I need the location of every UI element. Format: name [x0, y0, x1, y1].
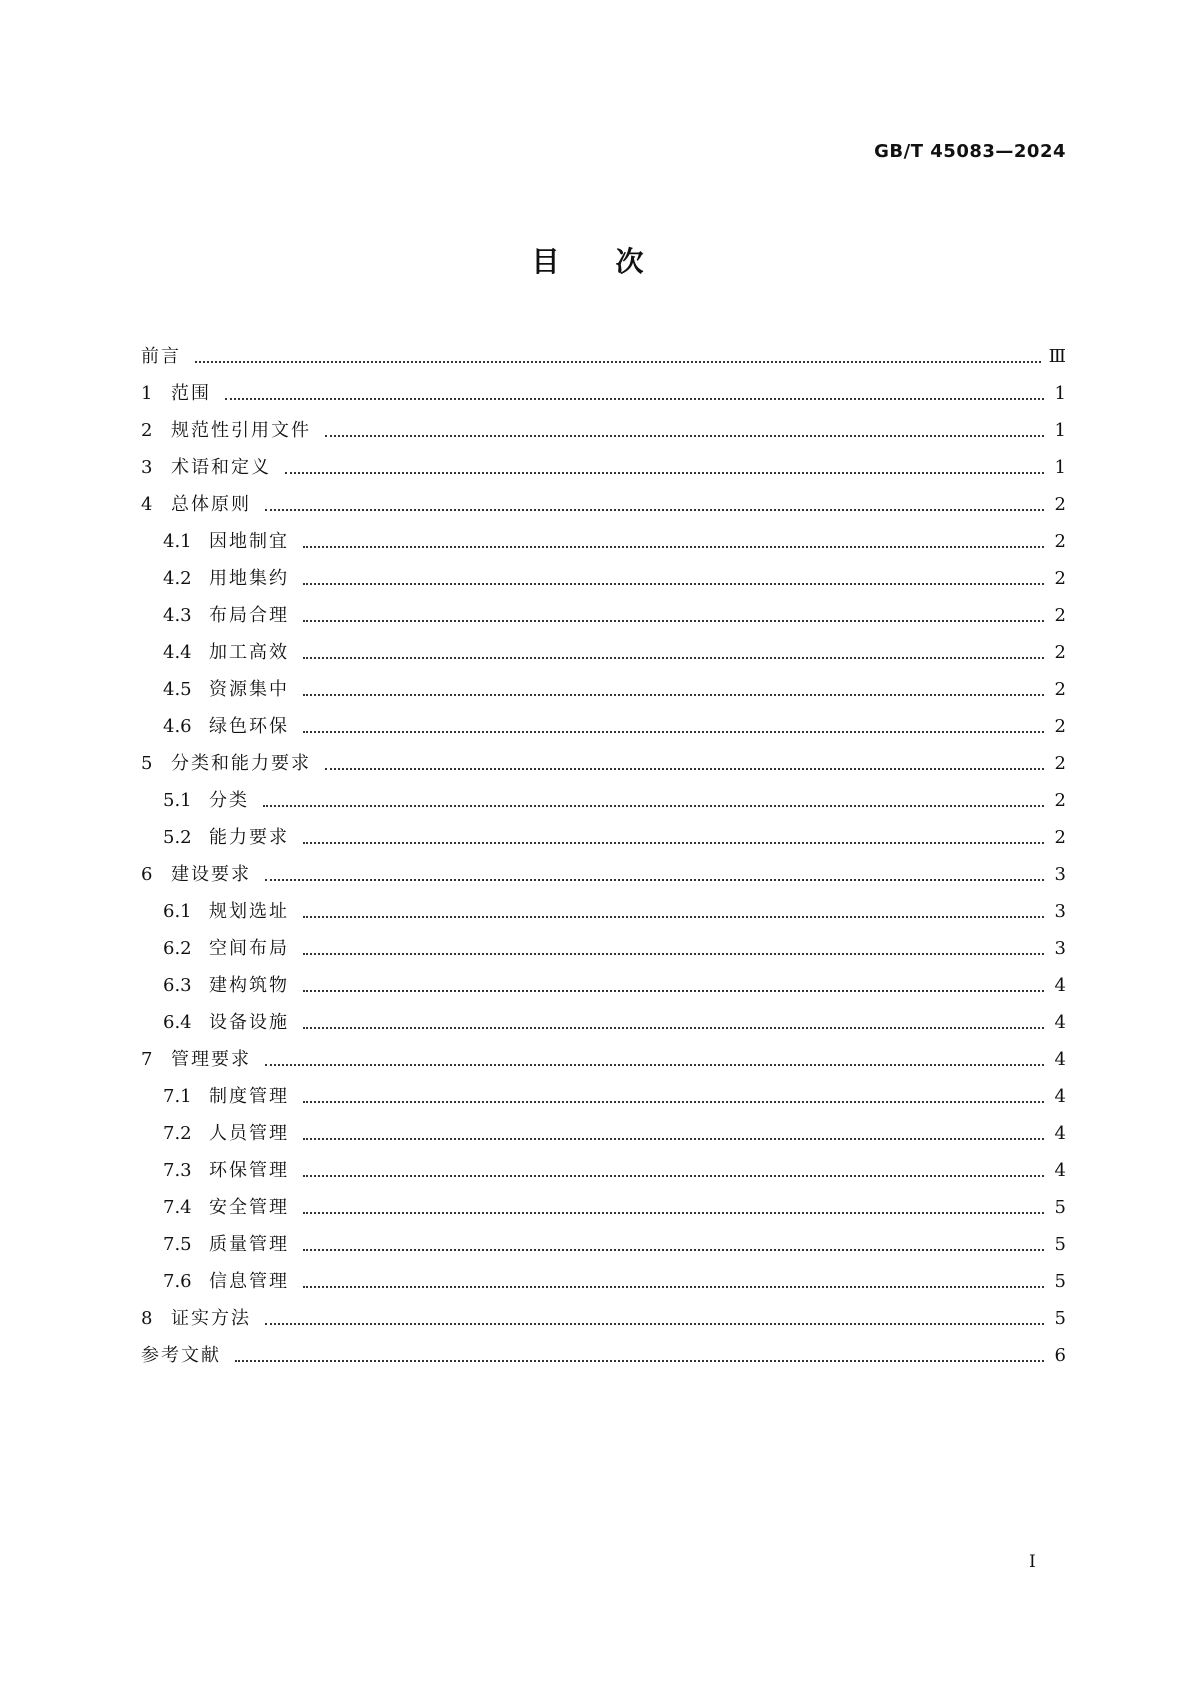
toc-entry-page: 4	[1054, 1160, 1066, 1181]
toc-entry[interactable]	[141, 634, 1066, 671]
toc-dot-leader	[265, 1054, 1044, 1066]
toc-entry[interactable]	[141, 1041, 1066, 1078]
toc-entry-title: 安全管理	[209, 1197, 289, 1218]
toc-entry[interactable]	[141, 412, 1066, 449]
toc-dot-leader	[303, 1128, 1044, 1140]
table-of-contents	[141, 338, 1066, 1374]
toc-dot-leader	[195, 351, 1041, 363]
toc-entry[interactable]	[141, 782, 1066, 819]
toc-entry-page: 5	[1054, 1234, 1066, 1255]
toc-entry-number: 4.1	[163, 531, 192, 552]
toc-entry-page: 1	[1054, 457, 1066, 478]
toc-entry-title: 总体原则	[171, 494, 251, 515]
toc-entry-page: 1	[1054, 383, 1066, 404]
toc-dot-leader	[303, 573, 1044, 585]
toc-entry-number: 7.4	[163, 1197, 192, 1218]
toc-entry[interactable]	[141, 1078, 1066, 1115]
toc-entry-number: 1	[141, 383, 153, 404]
toc-entry-page: 3	[1054, 938, 1066, 959]
toc-entry-number: 6.4	[163, 1012, 192, 1033]
standard-number: GB/T 45083—2024	[874, 141, 1066, 162]
toc-entry-page: 2	[1054, 494, 1066, 515]
toc-entry-number: 5.1	[163, 790, 192, 811]
toc-entry-page: 3	[1054, 864, 1066, 885]
toc-entry-number: 5.2	[163, 827, 192, 848]
toc-entry-page: 3	[1054, 901, 1066, 922]
toc-entry-title: 能力要求	[209, 827, 289, 848]
toc-entry-page: 2	[1054, 679, 1066, 700]
toc-entry-title: 分类	[209, 790, 249, 811]
toc-entry-number: 7	[141, 1049, 153, 1070]
page-number: I	[1029, 1552, 1036, 1572]
toc-entry-title: 质量管理	[209, 1234, 289, 1255]
toc-dot-leader	[303, 647, 1044, 659]
toc-entry-number: 7.2	[163, 1123, 192, 1144]
toc-dot-leader	[303, 1276, 1044, 1288]
toc-dot-leader	[303, 721, 1044, 733]
toc-entry-title: 绿色环保	[209, 716, 289, 737]
toc-entry-page: 1	[1054, 420, 1066, 441]
toc-entry[interactable]	[141, 745, 1066, 782]
toc-dot-leader	[303, 906, 1044, 918]
toc-entry-page: 2	[1054, 642, 1066, 663]
toc-entry[interactable]	[141, 1263, 1066, 1300]
toc-entry-title: 参考文献	[141, 1345, 221, 1366]
toc-entry-number: 4.3	[163, 605, 192, 626]
toc-entry-page: Ⅲ	[1048, 346, 1066, 367]
toc-entry-page: 4	[1054, 1049, 1066, 1070]
toc-entry-number: 7.5	[163, 1234, 192, 1255]
toc-entry-number: 4	[141, 494, 153, 515]
toc-entry[interactable]	[141, 893, 1066, 930]
toc-entry[interactable]	[141, 671, 1066, 708]
toc-entry-page: 2	[1054, 827, 1066, 848]
toc-entry-page: 2	[1054, 531, 1066, 552]
toc-dot-leader	[303, 1165, 1044, 1177]
toc-entry-title: 管理要求	[171, 1049, 251, 1070]
toc-entry-title: 加工高效	[209, 642, 289, 663]
toc-entry-page: 4	[1054, 975, 1066, 996]
toc-entry-number: 7.6	[163, 1271, 192, 1292]
toc-entry[interactable]	[141, 930, 1066, 967]
toc-entry-title: 设备设施	[209, 1012, 289, 1033]
toc-entry-title: 空间布局	[209, 938, 289, 959]
toc-entry-page: 2	[1054, 753, 1066, 774]
toc-dot-leader	[235, 1350, 1044, 1362]
toc-entry-title: 布局合理	[209, 605, 289, 626]
toc-entry[interactable]	[141, 338, 1066, 375]
toc-entry-number: 6.2	[163, 938, 192, 959]
toc-entry-number: 7.3	[163, 1160, 192, 1181]
toc-dot-leader	[265, 869, 1044, 881]
toc-entry-title: 范围	[171, 383, 211, 404]
toc-dot-leader	[303, 1239, 1044, 1251]
toc-entry[interactable]	[141, 597, 1066, 634]
toc-dot-leader	[303, 943, 1044, 955]
toc-entry-page: 2	[1054, 568, 1066, 589]
toc-entry-number: 5	[141, 753, 153, 774]
toc-entry[interactable]	[141, 967, 1066, 1004]
toc-entry-number: 8	[141, 1308, 153, 1329]
toc-entry[interactable]	[141, 1189, 1066, 1226]
toc-entry-title: 建构筑物	[209, 975, 289, 996]
toc-entry-number: 6	[141, 864, 153, 885]
toc-dot-leader	[303, 610, 1044, 622]
toc-entry[interactable]	[141, 1226, 1066, 1263]
toc-entry-page: 4	[1054, 1123, 1066, 1144]
toc-entry[interactable]	[141, 523, 1066, 560]
toc-dot-leader	[325, 425, 1044, 437]
toc-entry[interactable]	[141, 1337, 1066, 1374]
toc-entry-page: 4	[1054, 1012, 1066, 1033]
toc-entry-page: 2	[1054, 605, 1066, 626]
toc-dot-leader	[303, 536, 1044, 548]
toc-entry-number: 6.3	[163, 975, 192, 996]
toc-entry[interactable]	[141, 1115, 1066, 1152]
toc-entry-title: 规划选址	[209, 901, 289, 922]
toc-entry[interactable]	[141, 449, 1066, 486]
toc-entry-title: 信息管理	[209, 1271, 289, 1292]
toc-entry-title: 用地集约	[209, 568, 289, 589]
toc-entry-page: 4	[1054, 1086, 1066, 1107]
toc-entry-page: 6	[1054, 1345, 1066, 1366]
toc-entry[interactable]	[141, 819, 1066, 856]
toc-dot-leader	[265, 1313, 1044, 1325]
toc-entry-number: 2	[141, 420, 153, 441]
toc-entry-title: 因地制宜	[209, 531, 289, 552]
toc-dot-leader	[303, 832, 1044, 844]
toc-entry-number: 4.6	[163, 716, 192, 737]
toc-entry-title: 建设要求	[171, 864, 251, 885]
toc-entry-number: 4.5	[163, 679, 192, 700]
toc-entry-number: 4.2	[163, 568, 192, 589]
toc-entry-title: 制度管理	[209, 1086, 289, 1107]
toc-entry-title: 资源集中	[209, 679, 289, 700]
toc-entry[interactable]	[141, 1300, 1066, 1337]
toc-entry-title: 人员管理	[209, 1123, 289, 1144]
toc-dot-leader	[325, 758, 1044, 770]
toc-entry-title: 环保管理	[209, 1160, 289, 1181]
toc-entry[interactable]	[141, 375, 1066, 412]
toc-entry[interactable]	[141, 708, 1066, 745]
toc-dot-leader	[263, 795, 1044, 807]
toc-dot-leader	[265, 499, 1044, 511]
toc-dot-leader	[303, 684, 1044, 696]
toc-entry-page: 5	[1054, 1197, 1066, 1218]
toc-entry-title: 规范性引用文件	[171, 420, 311, 441]
toc-entry[interactable]	[141, 560, 1066, 597]
page-title: 目次	[531, 245, 700, 278]
toc-dot-leader	[303, 980, 1044, 992]
toc-entry-number: 6.1	[163, 901, 192, 922]
toc-dot-leader	[225, 388, 1044, 400]
toc-entry-title: 前言	[141, 346, 181, 367]
toc-entry[interactable]	[141, 1152, 1066, 1189]
toc-entry-page: 2	[1054, 790, 1066, 811]
toc-dot-leader	[285, 462, 1044, 474]
toc-entry-title: 分类和能力要求	[171, 753, 311, 774]
toc-entry-number: 7.1	[163, 1086, 192, 1107]
toc-dot-leader	[303, 1202, 1044, 1214]
toc-dot-leader	[303, 1091, 1044, 1103]
toc-entry-title: 证实方法	[171, 1308, 251, 1329]
toc-entry[interactable]	[141, 486, 1066, 523]
toc-dot-leader	[303, 1017, 1044, 1029]
toc-entry[interactable]	[141, 1004, 1066, 1041]
toc-entry-number: 4.4	[163, 642, 192, 663]
toc-entry-page: 5	[1054, 1271, 1066, 1292]
toc-entry-page: 5	[1054, 1308, 1066, 1329]
toc-entry-title: 术语和定义	[171, 457, 271, 478]
toc-entry-page: 2	[1054, 716, 1066, 737]
toc-entry-number: 3	[141, 457, 153, 478]
toc-entry[interactable]	[141, 856, 1066, 893]
